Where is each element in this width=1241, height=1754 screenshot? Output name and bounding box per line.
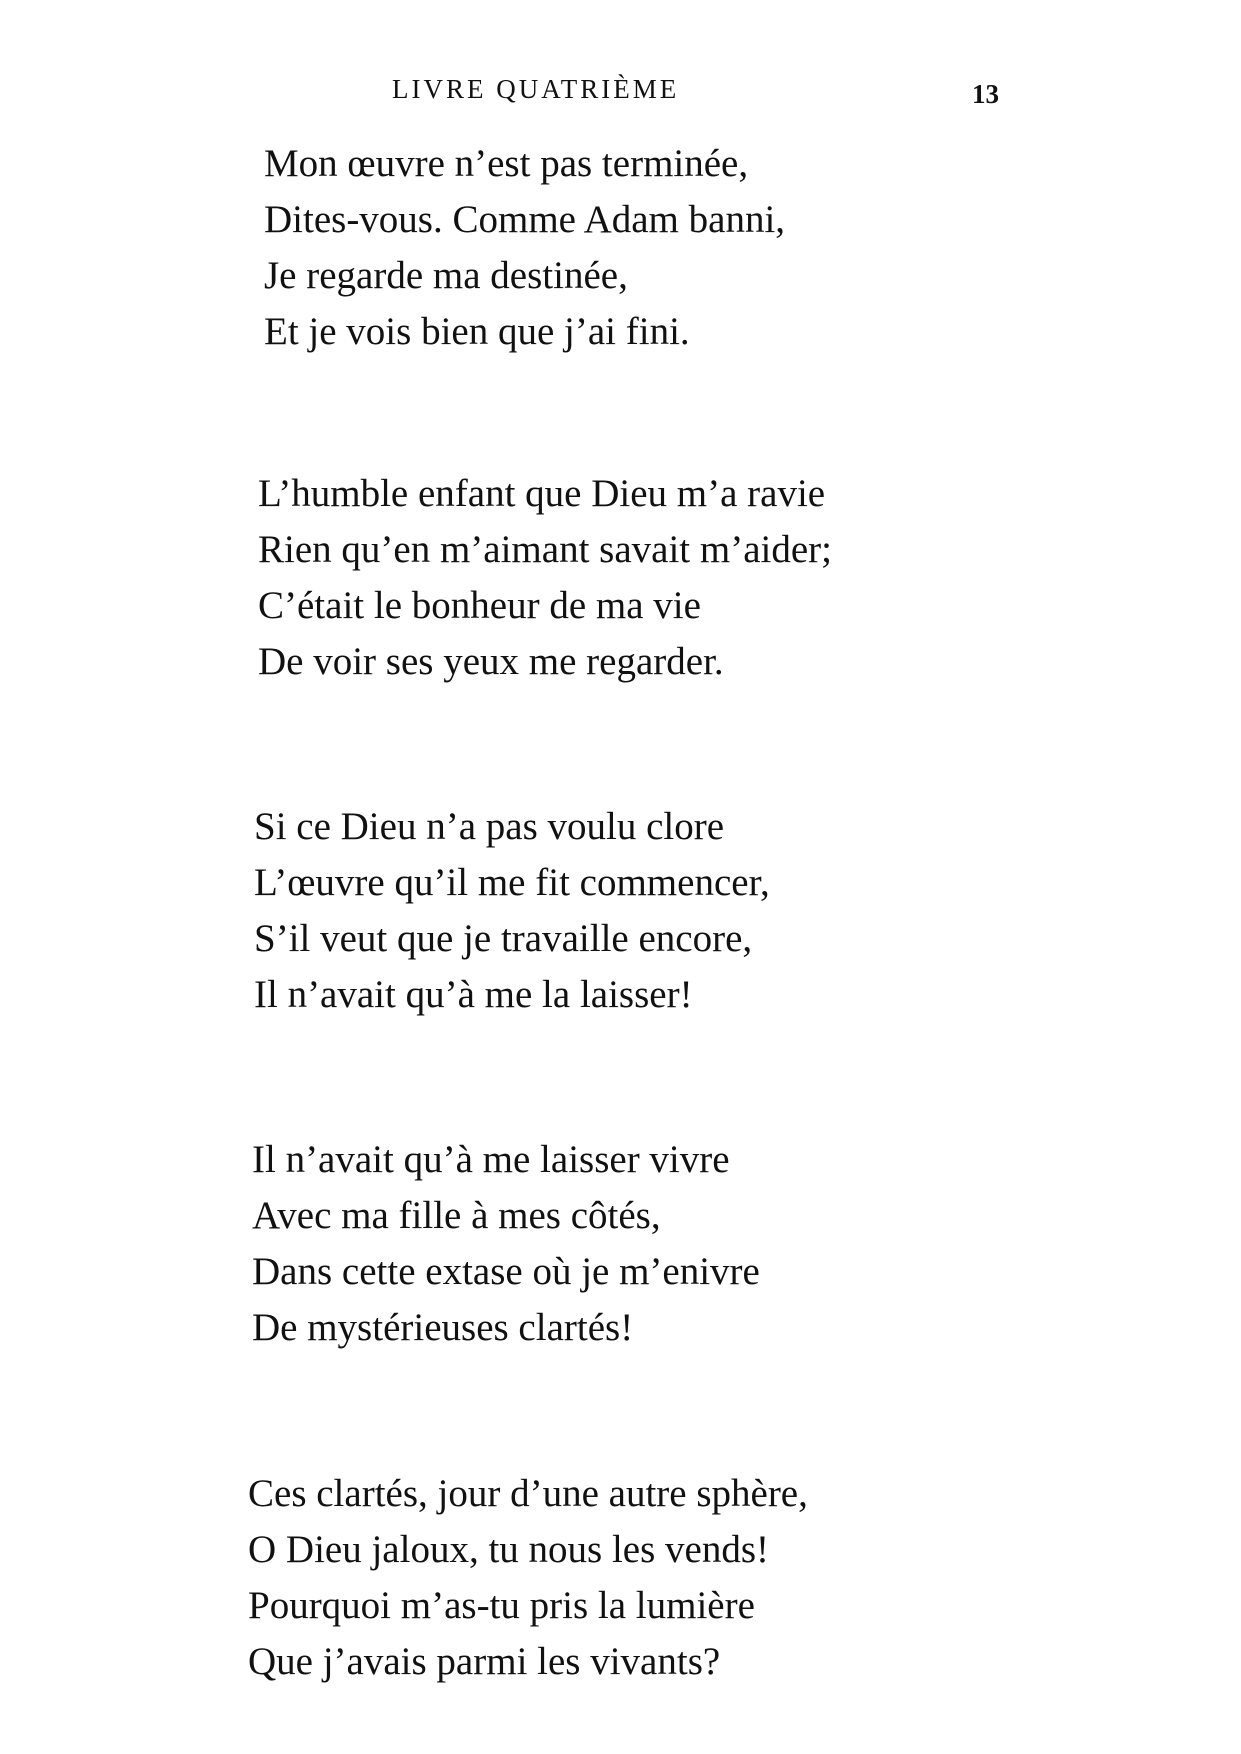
- verse-line: C’était le bonheur de ma vie: [258, 584, 701, 627]
- verse-line: Que j’avais parmi les vivants?: [248, 1640, 721, 1683]
- running-title: LIVRE QUATRIÈME: [392, 74, 680, 104]
- verse-line: L’œuvre qu’il me fit commencer,: [254, 861, 770, 904]
- verse-line: Il n’avait qu’à me laisser vivre: [252, 1138, 730, 1181]
- stanza-5: [248, 1466, 948, 1690]
- stanza-2: [258, 466, 958, 690]
- verse-line: Pourquoi m’as-tu pris la lumière: [248, 1584, 755, 1627]
- verse-line: Mon œuvre n’est pas terminée,: [264, 142, 749, 185]
- page-number: 13: [972, 79, 999, 109]
- verse-line: S’il veut que je travaille encore,: [254, 917, 753, 960]
- stanza-1: [264, 136, 964, 360]
- verse-line: Avec ma fille à mes côtés,: [252, 1194, 661, 1237]
- verse-line: Ces clartés, jour d’une autre sphère,: [248, 1472, 808, 1515]
- verse-line: L’humble enfant que Dieu m’a ravie: [258, 472, 826, 515]
- verse-line: De mystérieuses clartés!: [252, 1306, 634, 1349]
- stanza-4: [252, 1132, 952, 1356]
- verse-line: Rien qu’en m’aimant savait m’aider;: [258, 528, 832, 571]
- verse-line: Il n’avait qu’à me la laisser!: [254, 973, 693, 1016]
- verse-line: Dites-vous. Comme Adam banni,: [264, 198, 786, 241]
- verse-line: Et je vois bien que j’ai fini.: [264, 310, 690, 353]
- verse-line: O Dieu jaloux, tu nous les vends!: [248, 1528, 770, 1571]
- verse-line: Dans cette extase où je m’enivre: [252, 1250, 760, 1293]
- stanza-3: [254, 799, 954, 1023]
- verse-line: Si ce Dieu n’a pas voulu clore: [254, 805, 725, 848]
- verse-line: De voir ses yeux me regarder.: [258, 640, 724, 683]
- verse-line: Je regarde ma destinée,: [264, 254, 628, 297]
